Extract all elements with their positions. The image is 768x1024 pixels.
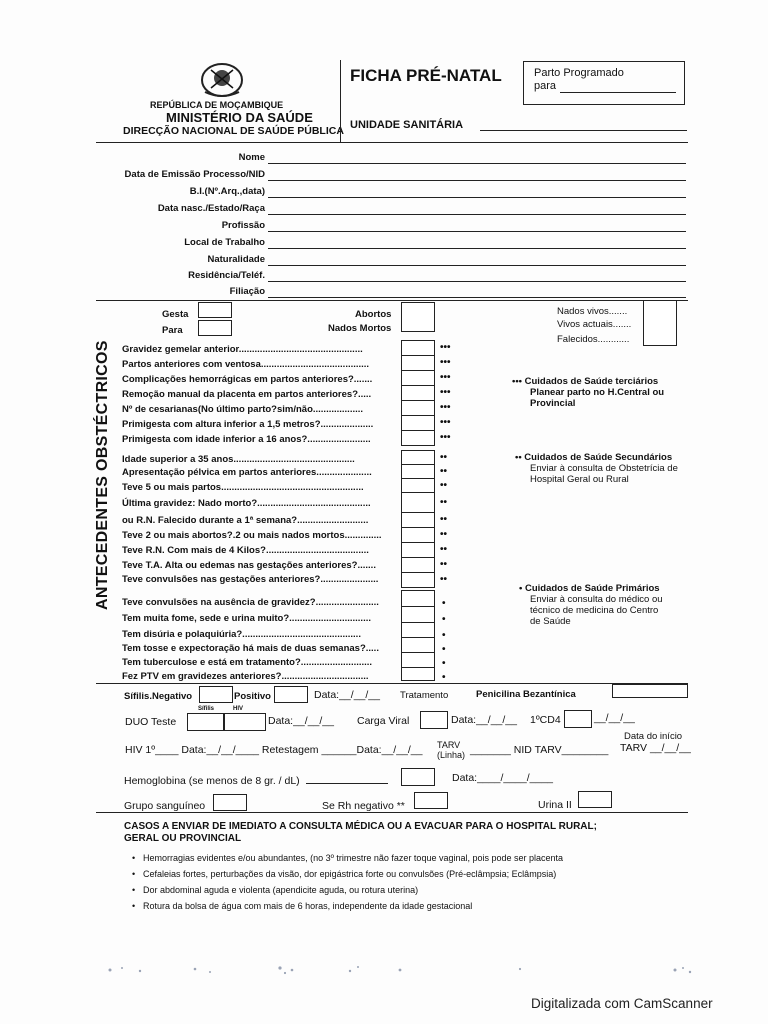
answer-box[interactable] bbox=[401, 415, 435, 431]
para-label: Para bbox=[162, 325, 183, 336]
republic-label: REPÚBLICA DE MOÇAMBIQUE bbox=[150, 100, 284, 110]
vivos-actuais-label: Vivos actuais....... bbox=[557, 319, 632, 330]
bullet-icon: • bbox=[132, 885, 136, 895]
urina-label: Urina II bbox=[538, 799, 572, 811]
duo-hiv-label: HIV bbox=[233, 706, 244, 712]
field-label-nome: Nome bbox=[238, 152, 265, 163]
grupo-sanguineo-box[interactable] bbox=[213, 794, 247, 811]
mark-one: • bbox=[442, 630, 446, 641]
answer-box[interactable] bbox=[401, 355, 435, 371]
referral-item: Hemorragias evidentes e/ou abundantes, (no 3º trimestre não fazer toque vaginal, pois pode ser placenta bbox=[143, 853, 564, 863]
para-box[interactable] bbox=[198, 320, 232, 336]
programmed-birth-field[interactable] bbox=[560, 92, 676, 93]
care-tertiary-text: Planear parto no H.Central ou bbox=[530, 387, 665, 398]
nados-mortos-label: Nados Mortos bbox=[328, 323, 392, 334]
care-secondary-title: •• Cuidados de Saúde Secundários bbox=[515, 452, 673, 463]
answer-box[interactable] bbox=[401, 637, 435, 653]
positivo-label: Positivo bbox=[234, 691, 271, 702]
mark-three: ••• bbox=[440, 357, 451, 368]
mark-one: • bbox=[442, 672, 446, 683]
referral-title: CASOS A ENVIAR DE IMEDIATO A CONSULTA MÉDICA OU A EVACUAR PARA O HOSPITAL RURAL; bbox=[124, 821, 597, 832]
tarv-start-date-field[interactable]: TARV __/__/__ bbox=[620, 742, 691, 754]
abortos-label: Abortos bbox=[355, 309, 392, 320]
referral-item: Rotura da bolsa de água com mais de 6 horas, independente da idade gestacional bbox=[143, 901, 473, 911]
cd4-date-field[interactable]: __/__/__ bbox=[594, 712, 635, 724]
penicilina-label: Penicilina Bezantínica bbox=[476, 689, 576, 700]
mark-three: ••• bbox=[440, 417, 451, 428]
field-label-emissao: Data de Emissão Processo/NID bbox=[124, 169, 265, 180]
question-row: Tem disúria e polaquiúria?............................................. bbox=[122, 629, 361, 640]
field-naturalidade[interactable] bbox=[268, 265, 686, 266]
programmed-birth-para: para bbox=[534, 80, 557, 92]
gesta-label: Gesta bbox=[162, 309, 189, 320]
rh-negative-box[interactable] bbox=[414, 792, 448, 809]
health-unit-field[interactable] bbox=[480, 130, 687, 131]
obstetric-side-title: ANTECEDENTES OBSTÉCTRICOS bbox=[94, 340, 111, 610]
answer-box[interactable] bbox=[401, 557, 435, 573]
hemoglobina-label: Hemoglobina (se menos de 8 gr. / dL) bbox=[124, 775, 300, 787]
mark-two: •• bbox=[440, 544, 448, 555]
tarv-linha-label: (Linha) bbox=[437, 750, 466, 760]
field-local-trabalho[interactable] bbox=[268, 248, 686, 249]
field-residencia[interactable] bbox=[268, 281, 686, 282]
care-primary-text: técnico de medicina do Centro bbox=[530, 605, 659, 616]
mark-two: •• bbox=[440, 480, 448, 491]
mark-one: • bbox=[442, 658, 446, 669]
mark-two: •• bbox=[440, 559, 448, 570]
answer-box[interactable] bbox=[401, 667, 435, 681]
lab-section-rule bbox=[96, 812, 688, 813]
bullet-icon: • bbox=[132, 853, 136, 863]
sifilis-date-field[interactable]: Data:__/__/__ bbox=[314, 689, 380, 701]
question-row: Tem muita fome, sede e urina muito?............................... bbox=[122, 613, 371, 624]
question-row: Partos anteriores com ventosa......................................... bbox=[122, 359, 370, 370]
mark-one: • bbox=[442, 614, 446, 625]
nados-vivos-label: Nados vivos....... bbox=[557, 306, 628, 317]
mozambique-emblem-icon bbox=[197, 60, 247, 100]
question-row: Primigesta com altura inferior a 1,5 metros?.................... bbox=[122, 419, 374, 430]
carga-viral-box[interactable] bbox=[420, 711, 448, 729]
question-row: Fez PTV em gravidezes anteriores?................................. bbox=[122, 671, 369, 682]
question-row: Última gravidez: Nado morto?........................................... bbox=[122, 498, 371, 509]
duo-date-field[interactable]: Data:__/__/__ bbox=[268, 715, 334, 727]
cd4-box[interactable] bbox=[564, 710, 592, 728]
answer-box[interactable] bbox=[401, 542, 435, 558]
duo-sifilis-label: Sífilis bbox=[198, 706, 215, 712]
care-primary-title: • Cuidados de Saúde Primários bbox=[519, 583, 660, 594]
field-label-bi: B.I.(Nº.Arq.,data) bbox=[189, 186, 265, 197]
answer-box[interactable] bbox=[401, 512, 435, 528]
field-emissao[interactable] bbox=[268, 180, 686, 181]
answer-box[interactable] bbox=[401, 652, 435, 668]
mark-three: ••• bbox=[440, 432, 451, 443]
referral-title-2: GERAL OU PROVINCIAL bbox=[124, 833, 242, 844]
gesta-box[interactable] bbox=[198, 302, 232, 318]
health-unit-label: UNIDADE SANITÁRIA bbox=[350, 119, 464, 131]
grupo-sanguineo-label: Grupo sanguíneo bbox=[124, 800, 206, 812]
sifilis-positive-box[interactable] bbox=[274, 686, 308, 703]
programmed-birth-label: Parto Programado bbox=[534, 67, 624, 79]
answer-box[interactable] bbox=[401, 430, 435, 446]
mark-three: ••• bbox=[440, 372, 451, 383]
duo-hiv-box[interactable] bbox=[224, 713, 266, 731]
nid-tarv-field[interactable]: _______ NID TARV________ bbox=[470, 744, 609, 756]
field-label-residencia: Residência/Teléf. bbox=[188, 270, 265, 281]
hemoglobina-box[interactable] bbox=[401, 768, 435, 786]
referral-item: Dor abdominal aguda e violenta (apendicite aguda, ou rotura uterina) bbox=[143, 885, 419, 895]
field-bi[interactable] bbox=[268, 197, 686, 198]
field-label-naturalidade: Naturalidade bbox=[207, 254, 265, 265]
mark-two: •• bbox=[440, 497, 448, 508]
question-row: Teve R.N. Com mais de 4 Kilos?....................................... bbox=[122, 545, 369, 556]
question-row: Teve convulsões nas gestações anteriores?...................... bbox=[122, 574, 379, 585]
penicilina-box[interactable] bbox=[612, 684, 688, 698]
care-primary-text: de Saúde bbox=[530, 616, 571, 627]
care-tertiary-text: Provincial bbox=[530, 398, 576, 409]
header-divider bbox=[340, 60, 341, 142]
carga-viral-label: Carga Viral bbox=[357, 715, 410, 727]
scan-noise bbox=[100, 962, 700, 978]
duo-teste-label: DUO Teste bbox=[125, 716, 177, 728]
field-label-nascimento: Data nasc./Estado/Raça bbox=[157, 203, 265, 214]
personal-section-rule bbox=[96, 300, 688, 301]
programmed-birth-box bbox=[523, 61, 685, 105]
question-row: ou R.N. Falecido durante a 1ª semana?........................... bbox=[122, 515, 369, 526]
rh-negative-label: Se Rh negativo ** bbox=[322, 800, 405, 812]
field-label-local-trabalho: Local de Trabalho bbox=[184, 237, 265, 248]
tarv-label: TARV bbox=[437, 740, 461, 750]
referral-item: Cefaleias fortes, perturbações da visão, dor epigástrica forte ou convulsões (Pré-eclâmpsia; Eclâmpsia) bbox=[143, 869, 557, 879]
hiv-retest-row[interactable]: HIV 1º____ Data:__/__/____ Retestagem ______Data:__/__/__ bbox=[125, 744, 423, 756]
question-row: Gravidez gemelar anterior............................................... bbox=[122, 344, 363, 355]
question-row: Nº de cesarianas(No último parto?sim/não................... bbox=[122, 404, 364, 415]
mark-two: •• bbox=[440, 452, 448, 463]
field-label-filiacao: Filiação bbox=[229, 286, 265, 297]
hemoglobina-field[interactable] bbox=[306, 783, 388, 784]
urina-box[interactable] bbox=[578, 791, 612, 808]
direction-label: DIRECÇÃO NACIONAL DE SAÚDE PÚBLICA bbox=[123, 125, 344, 137]
mark-one: • bbox=[442, 598, 446, 609]
question-row: Teve 2 ou mais abortos?.2 ou mais nados mortos.............. bbox=[122, 530, 382, 541]
field-nascimento[interactable] bbox=[268, 214, 686, 215]
nados-vivos-box[interactable] bbox=[643, 300, 677, 346]
answer-box[interactable] bbox=[401, 340, 435, 356]
question-row: Complicações hemorrágicas em partos anteriores?....... bbox=[122, 374, 373, 385]
field-label-profissao: Profissão bbox=[221, 220, 265, 231]
answer-box[interactable] bbox=[401, 370, 435, 386]
answer-box[interactable] bbox=[401, 385, 435, 401]
care-primary-text: Enviar à consulta do médico ou bbox=[530, 594, 663, 605]
ministry-label: MINISTÉRIO DA SAÚDE bbox=[166, 110, 313, 125]
question-row: Teve 5 ou mais partos...................................................... bbox=[122, 482, 364, 493]
falecidos-label: Falecidos............ bbox=[557, 334, 630, 345]
care-secondary-text: Hospital Geral ou Rural bbox=[530, 474, 629, 485]
question-row: Teve T.A. Alta ou edemas nas gestações anteriores?....... bbox=[122, 560, 376, 571]
care-tertiary-title: ••• Cuidados de Saúde terciários bbox=[512, 376, 659, 387]
hemoglobina-date-field[interactable]: Data:____/____/____ bbox=[452, 772, 554, 784]
carga-viral-date-field[interactable]: Data:__/__/__ bbox=[451, 714, 517, 726]
sifilis-negative-box[interactable] bbox=[199, 686, 233, 703]
duo-sifilis-box[interactable] bbox=[187, 713, 224, 731]
question-row: Remoção manual da placenta em partos anteriores?..... bbox=[122, 389, 372, 400]
question-row: Tem tuberculose e está em tratamento?........................... bbox=[122, 657, 373, 668]
mark-one: • bbox=[442, 644, 446, 655]
tratamento-label: Tratamento bbox=[400, 690, 449, 701]
bullet-icon: • bbox=[132, 869, 136, 879]
abortos-nados-mortos-box[interactable] bbox=[401, 302, 435, 332]
answer-box[interactable] bbox=[401, 622, 435, 638]
camscanner-watermark: Digitalizada com CamScanner bbox=[531, 996, 713, 1011]
question-row: Tem tosse e expectoração há mais de duas semanas?..... bbox=[122, 643, 379, 654]
care-secondary-text: Enviar à consulta de Obstetrícia de bbox=[530, 463, 678, 474]
obstetric-section-rule bbox=[96, 683, 688, 684]
bullet-icon: • bbox=[132, 901, 136, 911]
mark-three: ••• bbox=[440, 402, 451, 413]
data-inicio-label: Data do início bbox=[624, 731, 683, 742]
answer-box[interactable] bbox=[401, 400, 435, 416]
mark-two: •• bbox=[440, 574, 448, 585]
field-nome[interactable] bbox=[268, 163, 686, 164]
answer-box[interactable] bbox=[401, 572, 435, 588]
field-filiacao[interactable] bbox=[268, 297, 686, 298]
question-row: Idade superior a 35 anos.............................................. bbox=[122, 454, 355, 465]
question-row: Apresentação pélvica em partos anteriores..................... bbox=[122, 467, 372, 478]
form-title: FICHA PRÉ-NATAL bbox=[350, 66, 502, 85]
field-profissao[interactable] bbox=[268, 231, 686, 232]
mark-two: •• bbox=[440, 466, 448, 477]
mark-three: ••• bbox=[440, 342, 451, 353]
mark-two: •• bbox=[440, 514, 448, 525]
sifilis-label: Sífilis.Negativo bbox=[124, 691, 193, 702]
mark-two: •• bbox=[440, 529, 448, 540]
answer-box[interactable] bbox=[401, 527, 435, 543]
header-rule bbox=[96, 142, 688, 143]
question-row: Primigesta com idade inferior a 16 anos?........................ bbox=[122, 434, 371, 445]
question-row: Teve convulsões na ausência de gravidez?........................ bbox=[122, 597, 379, 608]
cd4-label: 1ºCD4 bbox=[530, 714, 561, 726]
mark-three: ••• bbox=[440, 387, 451, 398]
